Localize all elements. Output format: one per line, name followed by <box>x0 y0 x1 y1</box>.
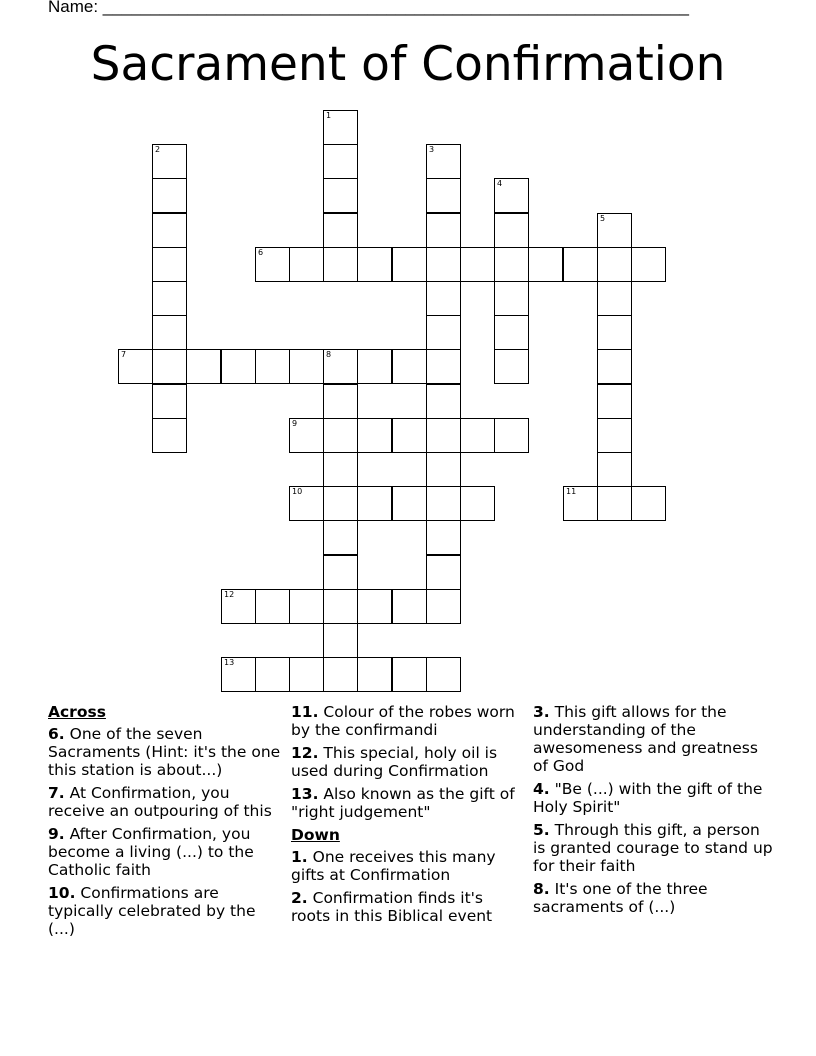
clue-number-label: 13 <box>224 658 235 667</box>
crossword-cell[interactable] <box>426 384 461 419</box>
clue-text: This gift allows for the understanding of the awesomeness and greatness of God <box>533 703 758 775</box>
clue-text: Through this gift, a person is granted courage to stand up for their faith <box>533 821 773 875</box>
crossword-cell[interactable] <box>597 349 632 384</box>
crossword-cell[interactable] <box>118 349 153 384</box>
crossword-cell[interactable] <box>323 452 358 487</box>
clue-number: 6. <box>48 725 65 743</box>
clue-across-11 <box>291 703 527 739</box>
crossword-cell[interactable] <box>494 418 529 453</box>
clue-number-label: 5 <box>600 214 606 223</box>
crossword-cell[interactable] <box>597 418 632 453</box>
crossword-cell[interactable] <box>426 452 461 487</box>
crossword-cell[interactable] <box>426 315 461 350</box>
clue-number: 4. <box>533 780 550 798</box>
crossword-cell[interactable] <box>289 418 324 453</box>
clue-down-8 <box>533 880 773 916</box>
clue-number-label: 2 <box>155 145 161 154</box>
clue-number: 8. <box>533 880 550 898</box>
clue-number: 13. <box>291 785 319 803</box>
crossword-cell[interactable] <box>426 281 461 316</box>
crossword-cell[interactable] <box>323 555 358 590</box>
clue-down-4 <box>533 780 773 816</box>
clue-across-10 <box>48 884 282 938</box>
clue-number-label: 7 <box>121 350 127 359</box>
clue-number: 5. <box>533 821 550 839</box>
crossword-cell[interactable] <box>289 589 324 624</box>
crossword-cell[interactable] <box>426 555 461 590</box>
crossword-cell[interactable] <box>597 486 632 521</box>
crossword-cell[interactable] <box>597 247 632 282</box>
crossword-cell[interactable] <box>494 281 529 316</box>
crossword-cell[interactable] <box>460 418 495 453</box>
crossword-cell[interactable] <box>323 520 358 555</box>
clue-across-6 <box>48 725 282 779</box>
clue-across-13 <box>291 785 527 821</box>
clue-number: 11. <box>291 703 319 721</box>
crossword-cell[interactable] <box>563 486 598 521</box>
crossword-cell[interactable] <box>323 144 358 179</box>
clue-across-9 <box>48 825 282 879</box>
crossword-cell[interactable] <box>289 657 324 692</box>
crossword-cell[interactable] <box>426 486 461 521</box>
crossword-cell[interactable] <box>426 520 461 555</box>
crossword-cell[interactable] <box>152 281 187 316</box>
crossword-cell[interactable] <box>152 418 187 453</box>
crossword-cell[interactable] <box>152 349 187 384</box>
down-heading: Down <box>291 826 340 844</box>
crossword-cell[interactable] <box>460 247 495 282</box>
clues-column-1 <box>48 703 282 943</box>
clue-number-label: 8 <box>326 350 332 359</box>
crossword-cell[interactable] <box>597 384 632 419</box>
clue-number-label: 3 <box>429 145 435 154</box>
crossword-cell[interactable] <box>597 281 632 316</box>
across-heading: Across <box>48 703 106 721</box>
crossword-cell[interactable] <box>563 247 598 282</box>
crossword-cell[interactable] <box>152 384 187 419</box>
crossword-cell[interactable] <box>323 589 358 624</box>
crossword-cell[interactable] <box>494 178 529 213</box>
crossword-cell[interactable] <box>289 486 324 521</box>
crossword-cell[interactable] <box>186 349 221 384</box>
crossword-cell[interactable] <box>357 486 392 521</box>
clue-number-label: 10 <box>292 487 303 496</box>
crossword-cell[interactable] <box>289 247 324 282</box>
crossword-cell[interactable] <box>357 657 392 692</box>
crossword-cell[interactable] <box>323 247 358 282</box>
clue-text: Confirmation finds it's roots in this Biblical event <box>291 889 493 925</box>
crossword-cell[interactable] <box>357 418 392 453</box>
clue-text: Confirmations are typically celebrated by the (...) <box>48 884 256 938</box>
page-title: Sacrament of Confirmation <box>90 37 726 92</box>
clue-number: 1. <box>291 848 308 866</box>
crossword-cell[interactable] <box>426 247 461 282</box>
crossword-cell[interactable] <box>494 315 529 350</box>
crossword-cell[interactable] <box>323 349 358 384</box>
crossword-cell[interactable] <box>323 623 358 658</box>
crossword-cell[interactable] <box>323 384 358 419</box>
crossword-cell[interactable] <box>392 349 427 384</box>
clue-number-label: 6 <box>258 248 264 257</box>
crossword-cell[interactable] <box>631 247 666 282</box>
crossword-cell[interactable] <box>152 213 187 248</box>
crossword-cell[interactable] <box>392 418 427 453</box>
clue-text: One receives this many gifts at Confirmation <box>291 848 496 884</box>
crossword-cell[interactable] <box>255 657 290 692</box>
crossword-cell[interactable] <box>494 247 529 282</box>
clue-number: 10. <box>48 884 76 902</box>
crossword-cell[interactable] <box>494 213 529 248</box>
crossword-cell[interactable] <box>631 486 666 521</box>
crossword-cell[interactable] <box>152 247 187 282</box>
crossword-cell[interactable] <box>426 349 461 384</box>
clue-number: 2. <box>291 889 308 907</box>
crossword-cell[interactable] <box>323 110 358 145</box>
clue-text: At Confirmation, you receive an outpouring of this <box>48 784 272 820</box>
crossword-cell[interactable] <box>255 247 290 282</box>
crossword-cell[interactable] <box>426 589 461 624</box>
crossword-cell[interactable] <box>221 349 256 384</box>
clue-down-5 <box>533 821 773 875</box>
clue-number: 12. <box>291 744 319 762</box>
clue-across-12 <box>291 744 527 780</box>
crossword-cell[interactable] <box>152 144 187 179</box>
crossword-cell[interactable] <box>152 315 187 350</box>
crossword-cell[interactable] <box>357 589 392 624</box>
clue-number-label: 12 <box>224 590 235 599</box>
crossword-cell[interactable] <box>494 349 529 384</box>
crossword-cell[interactable] <box>152 178 187 213</box>
clue-number-label: 9 <box>292 419 298 428</box>
clue-number: 3. <box>533 703 550 721</box>
clue-down-3 <box>533 703 773 775</box>
clue-across-7 <box>48 784 282 820</box>
crossword-cell[interactable] <box>597 315 632 350</box>
clue-number-label: 1 <box>326 111 332 120</box>
clue-text: It's one of the three sacraments of (...) <box>533 880 708 916</box>
clue-number-label: 4 <box>497 179 503 188</box>
clues-column-3 <box>533 703 773 921</box>
clue-text: Colour of the robes worn by the confirmandi <box>291 703 515 739</box>
clue-text: After Confirmation, you become a living (...) to the Catholic faith <box>48 825 254 879</box>
crossword-cell[interactable] <box>323 213 358 248</box>
crossword-cell[interactable] <box>323 486 358 521</box>
clue-text: Also known as the gift of "right judgement" <box>291 785 515 821</box>
crossword-cell[interactable] <box>426 144 461 179</box>
crossword-cell[interactable] <box>357 247 392 282</box>
crossword-cell[interactable] <box>221 589 256 624</box>
crossword-cell[interactable] <box>255 349 290 384</box>
clue-number: 9. <box>48 825 65 843</box>
crossword-cell[interactable] <box>392 486 427 521</box>
clue-text: This special, holy oil is used during Confirmation <box>291 744 498 780</box>
crossword-cell[interactable] <box>323 657 358 692</box>
clues-column-2 <box>291 703 527 930</box>
crossword-cell[interactable] <box>426 657 461 692</box>
crossword-cell[interactable] <box>289 349 324 384</box>
crossword-cell[interactable] <box>357 349 392 384</box>
crossword-cell[interactable] <box>221 657 256 692</box>
clue-text: One of the seven Sacraments (Hint: it's the one this station is about...) <box>48 725 281 779</box>
crossword-cell[interactable] <box>323 178 358 213</box>
crossword-cell[interactable] <box>597 452 632 487</box>
crossword-cell[interactable] <box>460 486 495 521</box>
crossword-cell[interactable] <box>426 178 461 213</box>
crossword-cell[interactable] <box>426 213 461 248</box>
clue-number-label: 11 <box>566 487 577 496</box>
crossword-cell[interactable] <box>597 213 632 248</box>
crossword-cell[interactable] <box>528 247 563 282</box>
crossword-cell[interactable] <box>426 418 461 453</box>
crossword-cell[interactable] <box>392 657 427 692</box>
clue-number: 7. <box>48 784 65 802</box>
clue-down-1 <box>291 848 527 884</box>
crossword-cell[interactable] <box>392 247 427 282</box>
clue-down-2 <box>291 889 527 925</box>
crossword-cell[interactable] <box>392 589 427 624</box>
name-field-line: Name: ______________________________________________________________ <box>48 0 689 16</box>
crossword-cell[interactable] <box>255 589 290 624</box>
crossword-cell[interactable] <box>323 418 358 453</box>
clue-text: "Be (...) with the gift of the Holy Spirit" <box>533 780 763 816</box>
